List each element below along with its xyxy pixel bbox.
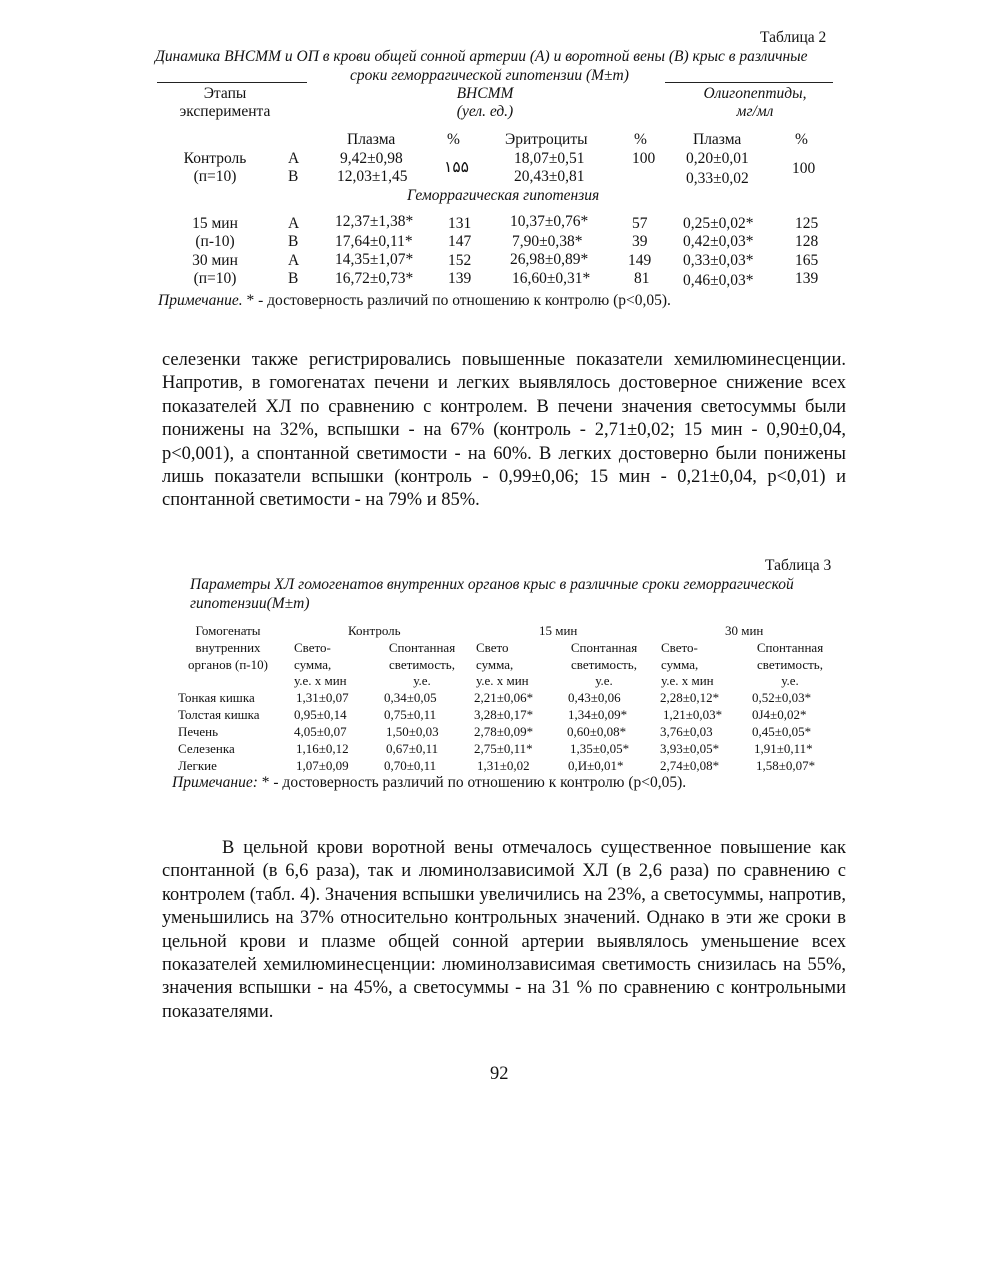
organ-header-line1: Гомогенаты <box>195 623 261 638</box>
cell: 0,75±0,11 <box>384 707 437 722</box>
control-oligo-pct: 100 <box>792 160 816 177</box>
cell: 0,67±0,11 <box>386 741 439 756</box>
table3-caption: Параметры ХЛ гомогенатов внутренних органов крыс в различные сроки геморрагической <box>190 576 794 593</box>
cell: 2,28±0,12* <box>660 690 720 705</box>
row-stage: 15 мин <box>192 215 238 232</box>
group-15min: 15 мин <box>539 623 578 638</box>
sub-spont-30-2: светимость, <box>757 657 823 672</box>
subheader-pct-2: % <box>634 131 647 148</box>
row-ery: 26,98±0,89* <box>510 251 589 268</box>
cell: 0,45±0,05* <box>752 724 812 739</box>
sub-sveto-30-3: у.е. х мин <box>661 673 714 688</box>
cell: 4,05±0,07 <box>294 724 347 739</box>
cell: 3,28±0,17* <box>474 707 534 722</box>
sub-sveto-15-1: Свето <box>476 640 509 655</box>
header-vnsmm-line2: (уел. ед.) <box>456 103 514 120</box>
cell: 3,93±0,05* <box>660 741 720 756</box>
row-plasma: 14,35±1,07* <box>335 251 414 268</box>
subheader-erythrocytes: Эритроциты <box>505 131 588 148</box>
row-oligo: 0,33±0,03* <box>683 252 754 269</box>
table3-note-text: * - достоверность различий по отношению к контролю (р<0,05). <box>257 774 687 791</box>
group-30min: 30 мин <box>725 623 764 638</box>
row-stage: 30 мин <box>192 252 238 269</box>
row-ery-pct: 39 <box>632 233 648 250</box>
table3-label: Таблица 3 <box>765 557 832 574</box>
row-oligo-pct: 139 <box>795 270 819 287</box>
row-plasma: 16,72±0,73* <box>335 270 414 287</box>
cell: 1,34±0,09* <box>568 707 628 722</box>
organ-name: Тонкая кишка <box>178 690 255 705</box>
table2-label: Таблица 2 <box>760 29 827 46</box>
cell: 1,21±0,03* <box>663 707 723 722</box>
sub-sveto-15-3: у.е. х мин <box>476 673 529 688</box>
table2-rule-left <box>157 82 307 83</box>
control-vessel-b: В <box>288 168 299 185</box>
cell: 0,70±0,11 <box>384 758 437 773</box>
control-oligo-a: 0,20±0,01 <box>686 150 749 167</box>
table2-note-label: Примечание. <box>158 292 243 309</box>
cell: 0,95±0,14 <box>294 707 347 722</box>
page-number: 92 <box>490 1064 509 1084</box>
sub-spont-ctrl-3: у.е. <box>413 673 431 688</box>
paragraph-text: В цельной крови воротной вены отмечалось существенное повышение как спонтанной (в 6,6 раза), так и люминолзависимой ХЛ (в 2,6 раза) по сравнению с контролем (табл. 4). Значения вспышки увеличились на 23%, а светосуммы, напротив, уменьшились на 37% относительно контрольных значений. Однако в эти же сроки в цельной крови и плазме общей сонной артерии выявлялось уменьшение всех показателей хемилюминесценции: люминолзависимая светимость снизилась на 55%, значения вспышки - на 45%, а светосуммы - на 31 % по сравнению с контрольными показателями. <box>162 838 846 1022</box>
control-ery-a: 18,07±0,51 <box>514 150 585 167</box>
cell: 2,75±0,11* <box>474 741 533 756</box>
row-ery-pct: 57 <box>632 215 648 232</box>
sub-sveto-30-1: Свето- <box>661 640 698 655</box>
header-stage-line1: Этапы <box>203 85 247 102</box>
table2-caption: Динамика ВНСММ и ОП в крови общей сонной артерии (А) и воротной вены (В) крыс в различные <box>155 48 808 65</box>
table2-caption-line2: сроки геморрагической гипотензии (М±т) <box>350 67 629 84</box>
row-oligo-pct: 128 <box>795 233 819 250</box>
cell: 1,50±0,03 <box>386 724 439 739</box>
cell: 2,78±0,09* <box>474 724 534 739</box>
row-vessel: А <box>288 252 300 269</box>
row-plasma-pct: 131 <box>448 215 472 232</box>
table2-note-text: * - достоверность различий по отношению к контролю (р<0,05). <box>242 292 671 309</box>
organ-header-line3: органов (п-10) <box>188 657 268 672</box>
sub-sveto-ctrl-3: у.е. х мин <box>294 673 347 688</box>
cell: 0,52±0,03* <box>752 690 812 705</box>
header-oligo-line2: мг/мл <box>736 103 774 120</box>
cell: 1,07±0,09 <box>296 758 349 773</box>
row-plasma: 17,64±0,11* <box>335 233 413 250</box>
cell: 1,16±0,12 <box>296 741 349 756</box>
subheader-plasma: Плазма <box>347 131 396 148</box>
header-vnsmm-line1: ВНСММ <box>456 85 514 102</box>
sub-sveto-30-2: сумма, <box>661 657 699 672</box>
cell: 2,74±0,08* <box>660 758 720 773</box>
row-vessel: В <box>288 233 299 250</box>
control-plasma-b: 12,03±1,45 <box>337 168 408 185</box>
row-plasma-pct: 147 <box>448 233 472 250</box>
organ-name: Селезенка <box>178 741 235 756</box>
control-plasma-pct: ۱۵۵ <box>444 159 469 176</box>
sub-sveto-15-2: сумма, <box>476 657 514 672</box>
cell: 1,91±0,11* <box>754 741 813 756</box>
sub-spont-30-3: у.е. <box>781 673 799 688</box>
cell: 1,31±0,02 <box>477 758 530 773</box>
row-vessel: А <box>288 215 300 232</box>
row-ery: 10,37±0,76* <box>510 213 589 230</box>
control-ery-pct: 100 <box>632 150 656 167</box>
organ-header-line2: внутренних <box>195 640 261 655</box>
header-oligo-line1: Олигопептиды, <box>703 85 807 102</box>
sub-sveto-ctrl-1: Свето- <box>294 640 331 655</box>
paragraph-text: селезенки также регистрировались повышенные показатели хемилюминесценции. Напротив, в гомогенатах печени и легких выявлялось достоверное снижение всех показателей ХЛ по сравнению с контролем. В печени значения светосуммы были понижены на 32%, вспышки - на 67% (контроль - 2,71±0,02; 15 мин - 0,90±0,04, р<0,001), а спонтанной светимости - на 60%. В легких достоверно были понижены лишь показатели вспышки (контроль - 0,99±0,06; 15 мин - 0,21±0,04, р<0,01) и спонтанной светимости - на 79% и 85%. <box>162 350 846 511</box>
control-plasma-a: 9,42±0,98 <box>340 150 403 167</box>
cell: 0,60±0,08* <box>567 724 627 739</box>
control-oligo-b: 0,33±0,02 <box>686 170 749 187</box>
sub-spont-ctrl-1: Спонтанная <box>388 640 456 655</box>
row-ery-pct: 149 <box>628 252 652 269</box>
subheader-pct-1: % <box>447 131 460 148</box>
control-ery-b: 20,43±0,81 <box>514 168 585 185</box>
organ-name: Легкие <box>178 758 217 773</box>
control-vessel-a: А <box>288 150 300 167</box>
cell: 2,21±0,06* <box>474 690 534 705</box>
organ-name: Печень <box>178 724 219 739</box>
section-hemorrhagic: Геморрагическая гипотензия <box>407 187 600 204</box>
sub-spont-30-1: Спонтанная <box>756 640 824 655</box>
cell: 1,58±0,07* <box>756 758 816 773</box>
subheader-pct-3: % <box>795 131 808 148</box>
cell: 3,76±0,03 <box>660 724 713 739</box>
cell: 0,34±0,05 <box>384 690 437 705</box>
cell: 0,И±0,01* <box>568 758 624 773</box>
sub-spont-15-1: Спонтанная <box>570 640 638 655</box>
table3-caption-line2: гипотензии(М±т) <box>190 595 310 612</box>
group-control: Контроль <box>348 623 401 638</box>
table2-rule-right <box>665 82 833 83</box>
cell: 0,43±0,06 <box>568 690 621 705</box>
row-plasma-pct: 139 <box>448 270 472 287</box>
organ-name: Толстая кишка <box>178 707 260 722</box>
row-oligo-pct: 125 <box>795 215 819 232</box>
sub-spont-15-2: светимость, <box>571 657 637 672</box>
row-oligo: 0,42±0,03* <box>683 233 754 250</box>
table2-note <box>158 292 671 310</box>
cell: 0J4±0,02* <box>752 707 807 722</box>
row-stage: (п=10) <box>193 270 237 287</box>
sub-spont-15-3: у.е. <box>595 673 613 688</box>
row-oligo: 0,25±0,02* <box>683 215 754 232</box>
sub-sveto-ctrl-2: сумма, <box>294 657 332 672</box>
row-plasma-pct: 152 <box>448 252 472 269</box>
body-paragraph-2 <box>162 837 846 1024</box>
row-ery: 7,90±0,38* <box>512 233 583 250</box>
row-vessel: В <box>288 270 299 287</box>
table3-note <box>172 774 686 792</box>
body-paragraph-1 <box>162 349 846 513</box>
row-ery: 16,60±0,31* <box>512 270 591 287</box>
row-oligo-pct: 165 <box>795 252 819 269</box>
row-oligo: 0,46±0,03* <box>683 272 754 289</box>
control-stage-line1: Контроль <box>183 150 247 167</box>
header-stage-line2: эксперимента <box>179 103 271 120</box>
cell: 1,31±0,07 <box>296 690 349 705</box>
table3-note-label: Примечание: <box>172 774 258 791</box>
sub-spont-ctrl-2: светимость, <box>389 657 455 672</box>
row-ery-pct: 81 <box>634 270 650 287</box>
control-stage-line2: (п=10) <box>193 168 237 185</box>
cell: 1,35±0,05* <box>570 741 630 756</box>
row-stage: (п-10) <box>195 233 235 250</box>
row-plasma: 12,37±1,38* <box>335 213 414 230</box>
subheader-plasma-2: Плазма <box>693 131 742 148</box>
